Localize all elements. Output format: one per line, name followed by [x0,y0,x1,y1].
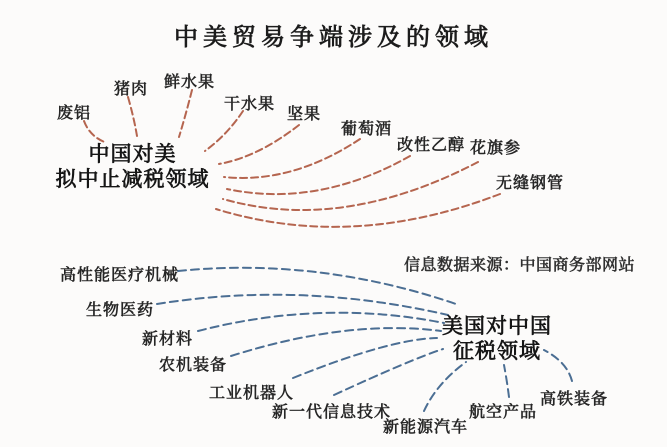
edge-american-ginseng [223,162,478,210]
edge-scrap-aluminum [84,121,107,143]
hub-us-line2: 征税领域 [453,340,541,363]
item-pork: 猪肉 [114,81,149,98]
item-seamless-steel-pipe: 无缝钢管 [496,175,565,192]
item-high-speed-rail: 高铁装备 [540,391,609,408]
hub-us-line1: 美国对中国 [442,315,552,338]
hub-china-line2: 拟中止减税领域 [55,168,210,191]
edge-fresh-fruit [179,90,192,137]
edge-industrial-robots [293,338,437,378]
edge-seamless-steel-pipe [216,194,500,227]
edge-pork [128,97,137,136]
item-agri-machinery: 农机装备 [159,357,228,374]
edge-wine [224,139,360,178]
item-nuts: 坚果 [287,106,322,123]
edge-new-energy-vehicles [424,362,466,411]
edge-new-materials [198,313,444,331]
hub-us-tariff [432,314,562,364]
item-industrial-robots: 工业机器人 [209,385,295,402]
item-modified-ethanol: 改性乙醇 [397,137,466,154]
item-scrap-aluminum: 废铝 [57,105,92,122]
item-dried-fruit: 干水果 [224,96,276,113]
item-wine: 葡萄酒 [341,121,393,138]
data-source-note: 信息数据来源：中国商务部网站 [404,257,636,274]
item-new-materials: 新材料 [142,331,194,348]
item-next-gen-it: 新一代信息技术 [272,404,392,421]
hub-china-line1: 中国对美 [88,143,177,166]
item-american-ginseng: 花旗参 [470,140,522,157]
edge-next-gen-it [334,349,443,395]
hub-china-tariff-suspension [40,142,225,192]
item-medical-equipment: 高性能医疗机械 [60,267,180,284]
edge-nuts [219,125,299,164]
item-new-energy-vehicles: 新能源汽车 [383,419,469,436]
diagram-title: 中美贸易争端涉及的领域 [174,24,493,51]
edge-aviation-products [504,365,509,397]
item-biopharma: 生物医药 [86,302,155,319]
edge-biopharma [157,295,448,315]
item-fresh-fruit: 鲜水果 [164,74,216,91]
item-aviation-products: 航空产品 [469,404,538,421]
